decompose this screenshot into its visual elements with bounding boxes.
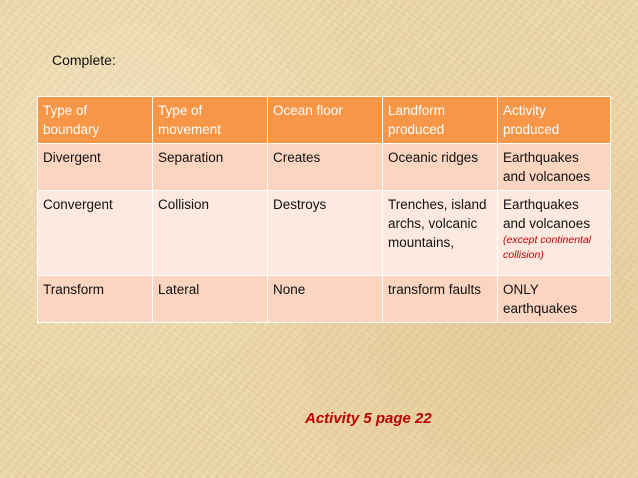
table-cell: Destroys [268,191,383,276]
table-cell: Transform [38,276,153,323]
table-cell: Creates [268,144,383,191]
header-cell: Type of boundary [38,97,153,144]
table-cell-text: Earthquakes and volcanoes [503,197,591,231]
header-cell: Type of movement [153,97,268,144]
table-row [38,144,611,191]
table-header-row [38,97,611,144]
table-cell: Trenches, island archs, volcanic mountains, [383,191,498,276]
table-cell: Collision [153,191,268,276]
table-cell-with-note [498,191,611,276]
header-cell: Ocean floor [268,97,383,144]
table-cell: None [268,276,383,323]
header-cell: Landform produced [383,97,498,144]
table-cell: Convergent [38,191,153,276]
activity-reference: Activity 5 page 22 [305,410,432,427]
table-cell: Oceanic ridges [383,144,498,191]
table-cell: Earthquakes and volcanoes [498,144,611,191]
table-row [38,276,611,323]
table-cell: Divergent [38,144,153,191]
table-cell: transform faults [383,276,498,323]
table-cell: Lateral [153,276,268,323]
header-cell: Activity produced [498,97,611,144]
table-cell: Separation [153,144,268,191]
table-row [38,191,611,276]
table-cell: ONLY earthquakes [498,276,611,323]
exception-note: (except continental collision) [503,234,592,261]
instruction-label: Complete: [52,52,116,68]
plate-boundaries-table [37,96,611,323]
